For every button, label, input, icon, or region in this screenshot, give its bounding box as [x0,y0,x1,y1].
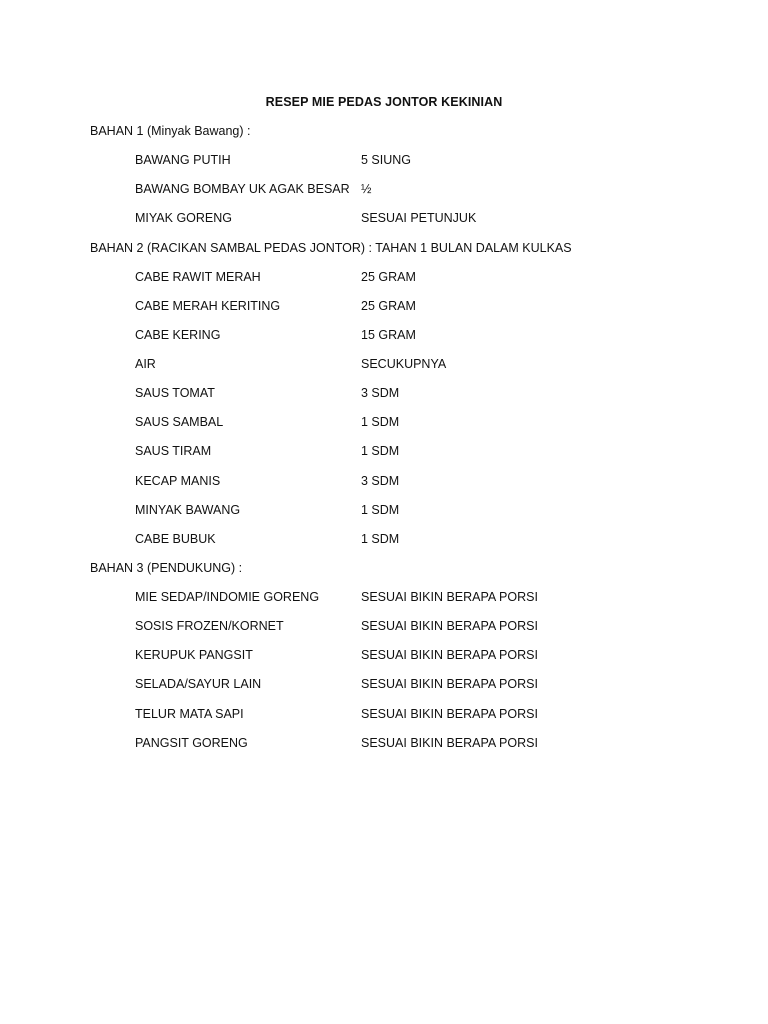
ingredient-row [0,181,768,197]
ingredient-amount: 15 GRAM [361,328,416,342]
ingredient-row [0,385,768,401]
ingredient-name: MIE SEDAP/INDOMIE GORENG [135,590,320,604]
ingredient-name: CABE BUBUK [135,532,216,546]
ingredient-name: KERUPUK PANGSIT [135,648,253,662]
ingredient-amount: 25 GRAM [361,299,416,313]
ingredient-name: AIR [135,357,156,371]
ingredient-amount: ½ [361,182,372,196]
ingredient-row [0,735,768,751]
ingredient-row [0,676,768,692]
section-heading-bahan-1: BAHAN 1 (Minyak Bawang) : [90,124,251,138]
ingredient-row [0,152,768,168]
ingredient-name: CABE RAWIT MERAH [135,270,261,284]
ingredient-amount: SESUAI BIKIN BERAPA PORSI [361,677,538,691]
ingredient-row [0,327,768,343]
ingredient-name: PANGSIT GORENG [135,736,248,750]
ingredient-amount: SESUAI BIKIN BERAPA PORSI [361,648,538,662]
ingredient-name: SELADA/SAYUR LAIN [135,677,262,691]
ingredient-row [0,443,768,459]
ingredient-row [0,298,768,314]
ingredient-amount: SESUAI BIKIN BERAPA PORSI [361,619,538,633]
ingredient-row [0,356,768,372]
ingredient-row [0,647,768,663]
ingredient-amount: 1 SDM [361,415,400,429]
page-title: RESEP MIE PEDAS JONTOR KEKINIAN [265,95,503,109]
ingredient-name: CABE MERAH KERITING [135,299,281,313]
ingredient-row [0,502,768,518]
ingredient-amount: SESUAI PETUNJUK [361,211,477,225]
ingredient-name: SAUS SAMBAL [135,415,224,429]
ingredient-name: SAUS TOMAT [135,386,215,400]
ingredient-amount: 3 SDM [361,386,400,400]
ingredient-amount: SESUAI BIKIN BERAPA PORSI [361,707,538,721]
ingredient-name: SAUS TIRAM [135,444,212,458]
ingredient-amount: 5 SIUNG [361,153,412,167]
ingredient-name: CABE KERING [135,328,221,342]
section-heading-bahan-2: BAHAN 2 (RACIKAN SAMBAL PEDAS JONTOR) : TAHAN 1 BULAN DALAM KULKAS [90,241,572,255]
ingredient-amount: 1 SDM [361,503,400,517]
ingredient-row [0,414,768,430]
ingredient-name: KECAP MANIS [135,474,221,488]
ingredient-amount: 25 GRAM [361,270,416,284]
ingredient-row [0,618,768,634]
ingredient-name: MIYAK GORENG [135,211,233,225]
ingredient-name: MINYAK BAWANG [135,503,241,517]
ingredient-row [0,531,768,547]
ingredient-amount: 1 SDM [361,444,400,458]
ingredient-name: BAWANG BOMBAY UK AGAK BESAR [135,182,350,196]
ingredient-row [0,269,768,285]
ingredient-name: BAWANG PUTIH [135,153,231,167]
ingredient-row [0,589,768,605]
ingredient-amount: SESUAI BIKIN BERAPA PORSI [361,736,538,750]
ingredient-amount: SECUKUPNYA [361,357,447,371]
ingredient-amount: 3 SDM [361,474,400,488]
ingredient-name: SOSIS FROZEN/KORNET [135,619,284,633]
ingredient-name: TELUR MATA SAPI [135,707,244,721]
ingredient-amount: SESUAI BIKIN BERAPA PORSI [361,590,538,604]
ingredient-row [0,706,768,722]
ingredient-row [0,473,768,489]
ingredient-row [0,210,768,226]
ingredient-amount: 1 SDM [361,532,400,546]
section-heading-bahan-3: BAHAN 3 (PENDUKUNG) : [90,561,243,575]
